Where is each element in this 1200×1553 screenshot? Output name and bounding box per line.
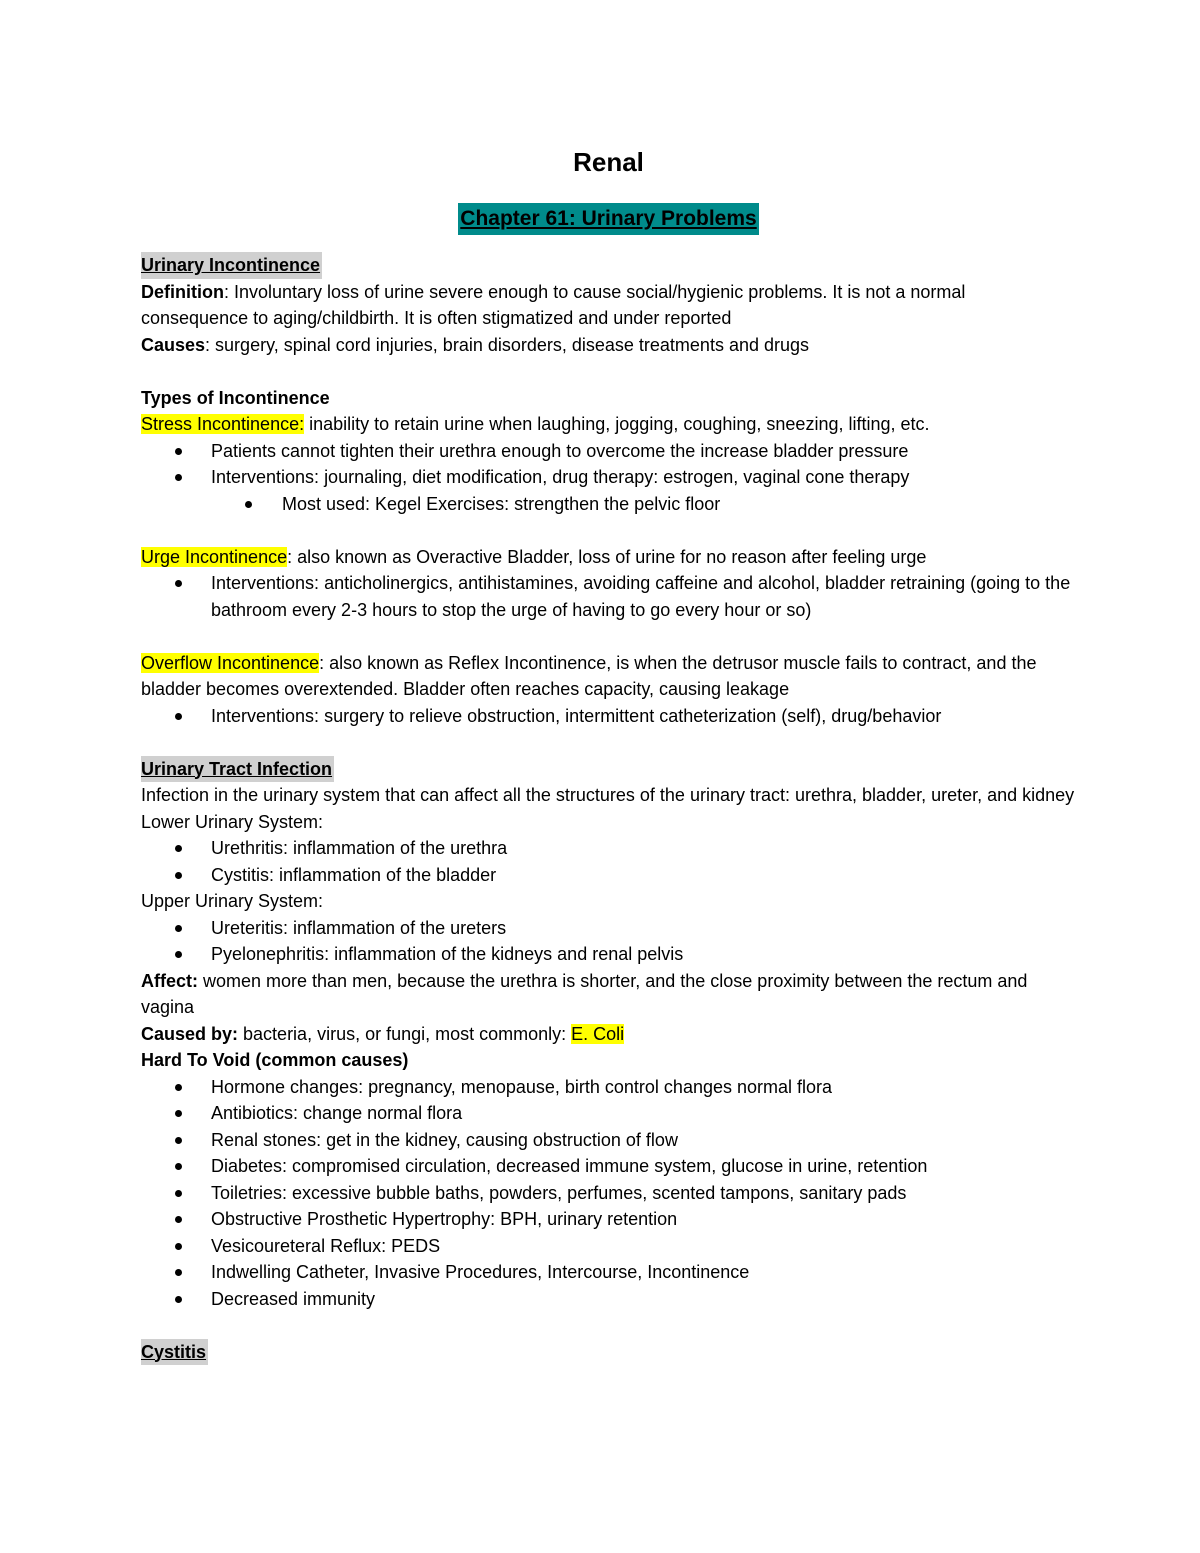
section-urinary-incontinence-heading: [141, 252, 1076, 279]
section-cystitis-heading: [141, 1339, 1076, 1366]
section-heading: Cystitis: [141, 1339, 208, 1366]
overflow-bullet-list: [141, 703, 1076, 730]
urge-label: Urge Incontinence: [141, 546, 288, 567]
affect-label: Affect:: [141, 970, 198, 991]
spacer: [141, 358, 1076, 385]
causes-label: Causes: [141, 334, 206, 355]
list-item: Obstructive Prosthetic Hypertrophy: BPH, urinary retention: [141, 1206, 1076, 1233]
list-item: Most used: Kegel Exercises: strengthen the pelvic floor: [141, 491, 1076, 518]
list-item: Diabetes: compromised circulation, decreased immune system, glucose in urine, retention: [141, 1153, 1076, 1180]
uti-intro: Infection in the urinary system that can affect all the structures of the urinary tract: urethra, bladder, ureter, and kidney: [141, 785, 1075, 805]
list-item: Interventions: journaling, diet modification, drug therapy: estrogen, vaginal cone therapy: [141, 464, 1076, 491]
list-item: Pyelonephritis: inflammation of the kidneys and renal pelvis: [141, 941, 1076, 968]
list-item: Renal stones: get in the kidney, causing obstruction of flow: [141, 1127, 1076, 1154]
list-item: Ureteritis: inflammation of the ureters: [141, 915, 1076, 942]
caused-paragraph: [141, 1021, 1076, 1048]
chapter-heading-wrap: [141, 202, 1076, 236]
document-body: [141, 142, 1076, 1365]
stress-bullet-list: [141, 438, 1076, 518]
definition-paragraph: [141, 279, 1076, 332]
list-item: Antibiotics: change normal flora: [141, 1100, 1076, 1127]
causes-bullet-list: [141, 1074, 1076, 1313]
section-heading: Urinary Tract Infection: [141, 756, 334, 783]
caused-label: Caused by:: [141, 1023, 239, 1044]
hard-to-void-heading: Hard To Void (common causes): [141, 1050, 409, 1070]
upper-bullet-list: [141, 915, 1076, 968]
overflow-label: Overflow Incontinence: [141, 652, 320, 673]
spacer: [141, 623, 1076, 650]
affect-text: women more than men, because the urethra is shorter, and the close proximity between the rectum and vagina: [141, 970, 1028, 1017]
list-item: Toiletries: excessive bubble baths, powders, perfumes, scented tampons, sanitary pads: [141, 1180, 1076, 1207]
causes-paragraph: [141, 332, 1076, 359]
lower-bullet-list: [141, 835, 1076, 888]
types-heading: Types of Incontinence: [141, 387, 330, 408]
urge-text: : also known as Overactive Bladder, loss of urine for no reason after feeling urge: [287, 546, 927, 567]
list-item: Indwelling Catheter, Invasive Procedures, Intercourse, Incontinence: [141, 1259, 1076, 1286]
stress-text: inability to retain urine when laughing, jogging, coughing, sneezing, lifting, etc.: [304, 414, 930, 434]
section-uti-heading: [141, 756, 1076, 783]
caused-text: bacteria, virus, or fungi, most commonly:: [238, 1023, 572, 1044]
overflow-text: : also known as Reflex Incontinence, is when the detrusor muscle fails to contract, and the bladder becomes overextended. Bladder often reaches capacity, causing leakage: [141, 652, 1037, 699]
page-title: Renal: [573, 147, 644, 177]
list-item: Patients cannot tighten their urethra enough to overcome the increase bladder pressure: [141, 438, 1076, 465]
spacer: [141, 517, 1076, 544]
upper-system-label: Upper Urinary System:: [141, 891, 324, 911]
overflow-paragraph: [141, 650, 1076, 703]
spacer: [141, 729, 1076, 756]
list-item: Interventions: surgery to relieve obstruction, intermittent catheterization (self), drug/behavior: [141, 703, 1076, 730]
list-item: Decreased immunity: [141, 1286, 1076, 1313]
section-heading: Urinary Incontinence: [141, 252, 322, 279]
affect-paragraph: [141, 968, 1076, 1021]
stress-label: Stress Incontinence:: [141, 414, 305, 434]
definition-label: Definition: [141, 281, 224, 302]
list-item: Interventions: anticholinergics, antihistamines, avoiding caffeine and alcohol, bladder retraining (going to the bathroom every 2-3 hours to stop the urge of having to go every hour or so): [141, 570, 1076, 623]
lower-system-label: Lower Urinary System:: [141, 811, 324, 832]
urge-bullet-list: [141, 570, 1076, 623]
list-item: Hormone changes: pregnancy, menopause, birth control changes normal flora: [141, 1074, 1076, 1101]
urge-paragraph: [141, 544, 1076, 571]
ecoli-highlight: E. Coli: [571, 1023, 625, 1044]
spacer: [141, 1312, 1076, 1339]
list-item: Cystitis: inflammation of the bladder: [141, 862, 1076, 889]
causes-text: : surgery, spinal cord injuries, brain disorders, disease treatments and drugs: [205, 334, 810, 355]
stress-paragraph: [141, 411, 1076, 438]
list-item: Vesicoureteral Reflux: PEDS: [141, 1233, 1076, 1260]
definition-text: : Involuntary loss of urine severe enough to cause social/hygienic problems. It is not a normal consequence to aging/childbirth. It is often stigmatized and under reported: [141, 281, 966, 328]
list-item: Urethritis: inflammation of the urethra: [141, 835, 1076, 862]
chapter-heading: Chapter 61: Urinary Problems: [458, 203, 758, 235]
